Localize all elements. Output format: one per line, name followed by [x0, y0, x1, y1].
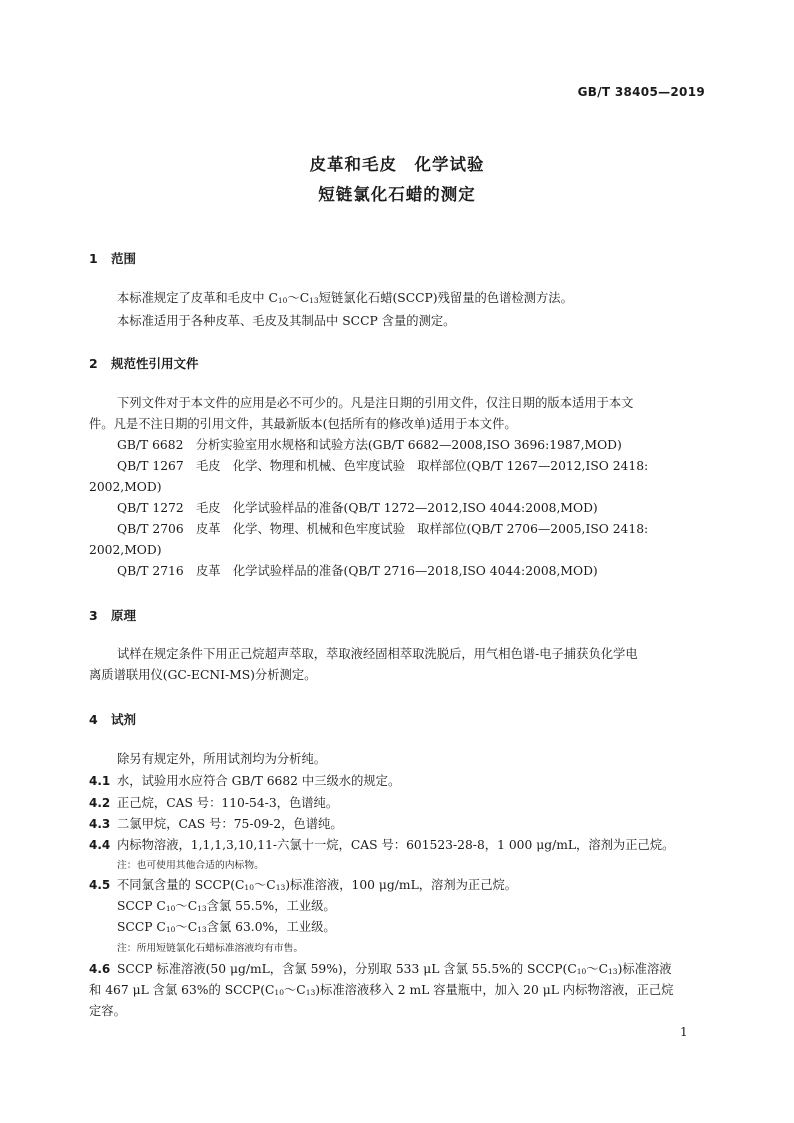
reference-qb-t-2716: QB/T 2716 皮革 化学试验样品的准备(QB/T 2716—2018,ISO 4044:2008,MOD) — [117, 564, 598, 578]
item-number: 4.4 — [89, 838, 111, 852]
section-heading-scope — [89, 249, 136, 267]
subscript: 13 — [309, 296, 319, 305]
reference-qb-t-2706: QB/T 2706 皮革 化学、物理、机械和色牢度试验 取样部位(QB/T 2706—2005,ISO 2418: — [117, 522, 649, 536]
subscript: 10 — [165, 904, 176, 913]
references-intro-line-1: 下列文件对于本文件的应用是必不可少的。凡是注日期的引用文件，仅注日期的版本适用于本文 — [117, 396, 634, 410]
text-run: 含氯 63.0%，工业级。 — [206, 920, 336, 934]
item-number: 4.3 — [89, 817, 111, 831]
text-run: ～C — [175, 920, 198, 934]
references-intro-line-2: 件。凡是不注日期的引用文件，其最新版本(包括所有的修改单)适用于本文件。 — [89, 417, 517, 431]
section-title: 范围 — [111, 251, 137, 266]
section-heading-normative-references — [89, 354, 199, 372]
section-number: 4 — [89, 712, 98, 727]
text-run: ～C — [586, 962, 609, 976]
text-run: ～C — [283, 983, 306, 997]
subscript: 10 — [576, 967, 587, 976]
principle-line-1: 试样在规定条件下用正己烷超声萃取，萃取液经固相萃取洗脱后，用气相色谱-电子捕获负化学电 — [117, 647, 638, 661]
reagent-item-4-5-a — [117, 898, 336, 914]
text-run: ～C — [175, 899, 198, 913]
text-run: 本标准规定了皮革和毛皮中 C — [117, 291, 278, 305]
item-text: 水，试验用水应符合 GB/T 6682 中三级水的规定。 — [117, 774, 401, 788]
section-title: 试剂 — [111, 712, 137, 727]
reference-qb-t-1267-cont: 2002,MOD) — [89, 480, 162, 494]
item-number: 4.1 — [89, 774, 111, 788]
text-run: ～C — [287, 291, 310, 305]
reagent-item-4-2 — [89, 795, 338, 811]
subscript: 10 — [277, 296, 288, 305]
section-title: 规范性引用文件 — [111, 356, 199, 371]
scope-paragraph-2: 本标准适用于各种皮革、毛皮及其制品中 SCCP 含量的测定。 — [117, 314, 456, 328]
text-run: 短链氯化石蜡(SCCP)残留量的色谱检测方法。 — [318, 291, 573, 305]
text-run: 和 467 μL 含氯 63%的 SCCP(C — [89, 983, 275, 997]
reagents-intro: 除另有规定外，所用试剂均为分析纯。 — [117, 752, 327, 766]
reagent-item-4-1 — [89, 773, 400, 789]
subscript: 10 — [274, 988, 284, 997]
subscript: 13 — [275, 883, 286, 892]
subscript: 13 — [197, 925, 207, 934]
subscript: 10 — [165, 925, 176, 934]
text-run: 含氯 55.5%，工业级。 — [206, 899, 336, 913]
text-run: )标准溶液，100 μg/mL，溶剂为正己烷。 — [285, 878, 518, 892]
item-number: 4.6 — [89, 962, 111, 976]
reagent-item-4-6-line-2 — [89, 982, 673, 998]
section-number: 3 — [89, 608, 98, 623]
text-run: SCCP 标准溶液(50 μg/mL，含氯 59%)，分别取 533 μL 含氯 55.5%的 SCCP(C — [117, 962, 577, 976]
item-text: 正己烷，CAS 号：110-54-3，色谱纯。 — [117, 796, 339, 810]
reference-qb-t-1267: QB/T 1267 毛皮 化学、物理和机械、色牢度试验 取样部位(QB/T 1267—2012,ISO 2418: — [117, 459, 649, 473]
item-number: 4.5 — [89, 878, 111, 892]
section-number: 1 — [89, 251, 98, 266]
reagent-item-4-5 — [89, 877, 517, 893]
page-number: 1 — [680, 1025, 688, 1039]
reagent-item-4-3 — [89, 816, 343, 832]
text-run: )标准溶液移入 2 mL 容量瓶中，加入 20 μL 内标物溶液，正己烷 — [315, 983, 674, 997]
note-internal-standard: 注：也可使用其他合适的内标物。 — [117, 860, 264, 871]
standard-code: GB/T 38405—2019 — [577, 85, 705, 99]
reference-qb-t-2706-cont: 2002,MOD) — [89, 543, 162, 557]
item-text: 二氯甲烷，CAS 号：75-09-2，色谱纯。 — [117, 817, 343, 831]
principle-line-2: 离质谱联用仪(GC-ECNI-MS)分析测定。 — [89, 668, 317, 682]
item-number: 4.2 — [89, 796, 111, 810]
section-heading-principle — [89, 606, 136, 624]
subscript: 10 — [244, 883, 254, 892]
section-number: 2 — [89, 356, 98, 371]
reagent-item-4-4 — [89, 837, 674, 853]
section-heading-reagents — [89, 710, 136, 728]
subscript: 13 — [608, 967, 618, 976]
reagent-item-4-6 — [89, 961, 672, 977]
text-run: SCCP C — [117, 920, 166, 934]
subscript: 13 — [197, 904, 207, 913]
text-run: ～C — [253, 878, 276, 892]
subscript: 13 — [305, 988, 316, 997]
text-run: SCCP C — [117, 899, 166, 913]
note-commercial-availability: 注：所用短链氯化石蜡标准溶液均有市售。 — [117, 943, 304, 954]
scope-paragraph-1 — [117, 290, 573, 306]
text-run: 不同氯含量的 SCCP(C — [117, 878, 245, 892]
reference-gb-t-6682: GB/T 6682 分析实验室用水规格和试验方法(GB/T 6682—2008,ISO 3696:1987,MOD) — [117, 438, 622, 452]
text-run: )标准溶液 — [617, 962, 672, 976]
reference-qb-t-1272: QB/T 1272 毛皮 化学试验样品的准备(QB/T 1272—2012,ISO 4044:2008,MOD) — [117, 501, 598, 515]
reagent-item-4-6-line-3: 定容。 — [89, 1004, 126, 1018]
document-title-line2: 短链氯化石蜡的测定 — [318, 185, 476, 204]
item-text: 内标物溶液，1,1,1,3,10,11-六氯十一烷，CAS 号：601523-28-8，1 000 μg/mL，溶剂为正己烷。 — [117, 838, 675, 852]
reagent-item-4-5-b — [117, 919, 336, 935]
document-title-line1: 皮革和毛皮 化学试验 — [309, 155, 485, 174]
section-title: 原理 — [111, 608, 137, 623]
